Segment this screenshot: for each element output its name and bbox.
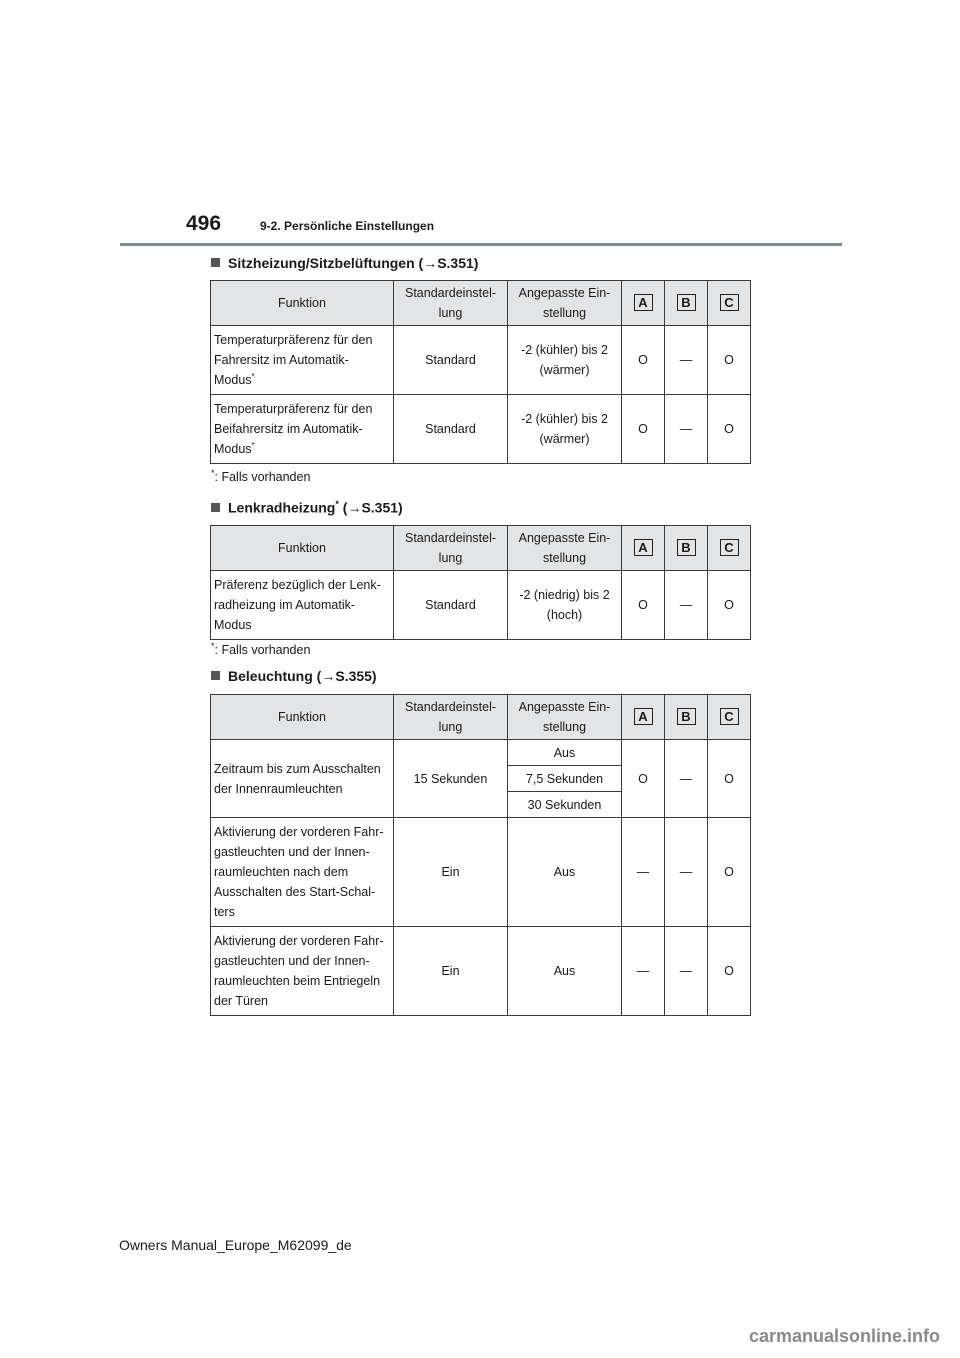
cell-a: —	[622, 927, 665, 1016]
fn-line: radheizung im Automatik-	[214, 598, 356, 612]
header-funktion: Funktion	[211, 526, 394, 571]
footnote-star: *	[211, 468, 215, 478]
fn-line: Ausschalten des Start-Schal-	[214, 885, 376, 899]
footer-text: Owners Manual_Europe_M62099_de	[119, 1237, 352, 1253]
cell-function	[211, 927, 394, 1016]
fn-line: Aktivierung der vorderen Fahr-	[214, 825, 384, 839]
header-custom-line2: stellung	[542, 551, 587, 565]
cell-a: O	[622, 326, 665, 395]
header-funktion: Funktion	[211, 695, 394, 740]
footnote	[211, 468, 310, 484]
cell-c: O	[708, 740, 751, 818]
fn-line: Zeitraum bis zum Ausschalten	[214, 761, 381, 776]
cell-custom: Aus	[508, 818, 622, 927]
cell-standard: Standard	[394, 395, 508, 464]
b-box-icon: B	[677, 539, 696, 556]
cell-function	[211, 571, 394, 640]
header-custom	[508, 281, 622, 326]
footnote	[211, 641, 310, 657]
header-standard-line1: Standardeinstel-	[404, 700, 497, 714]
cell-custom	[508, 326, 622, 395]
cell-custom	[508, 395, 622, 464]
table-row	[211, 326, 751, 395]
arrow-icon: →	[321, 668, 336, 684]
header-funktion: Funktion	[211, 281, 394, 326]
arrow-icon: →	[423, 255, 438, 271]
cell-a: O	[622, 571, 665, 640]
footnote-text: : Falls vorhanden	[214, 643, 311, 658]
cell-option: 7,5 Sekunden	[508, 766, 622, 792]
cell-custom: Aus	[508, 927, 622, 1016]
cell-b: —	[665, 571, 708, 640]
footnote-marker: *	[251, 371, 255, 381]
fn-line: Präferenz bezüglich der Lenk-	[214, 578, 381, 592]
fn-line: ters	[214, 905, 235, 919]
fn-line: Temperaturpräferenz für den	[214, 402, 373, 416]
header-a	[622, 695, 665, 740]
fn-line: gastleuchten und der Innen-	[214, 954, 370, 968]
cell-custom	[508, 571, 622, 640]
section-title: Sitzheizung/Sitzbelüftungen (	[228, 255, 424, 271]
custom-line: (hoch)	[546, 608, 583, 622]
cell-standard: Standard	[394, 571, 508, 640]
header-standard-line2: lung	[438, 720, 463, 734]
header-standard-line1: Standardeinstel-	[404, 286, 497, 300]
footnote-marker: *	[251, 440, 255, 450]
custom-line: -2 (kühler) bis 2	[521, 412, 608, 426]
page-reference[interactable]: S.351)	[437, 255, 479, 271]
header-custom-line1: Angepasste Ein-	[518, 286, 611, 300]
table-row	[211, 571, 751, 640]
fn-line: raumleuchten nach dem	[214, 865, 349, 879]
custom-line: (wärmer)	[539, 363, 590, 377]
chapter-title: 9-2. Persönliche Einstellungen	[260, 219, 435, 233]
cell-b: —	[665, 326, 708, 395]
page-number: 496	[186, 212, 222, 235]
section-title: Beleuchtung (	[228, 668, 322, 684]
fn-line: Modus	[214, 618, 252, 632]
header-custom-line1: Angepasste Ein-	[518, 531, 611, 545]
cell-function	[211, 818, 394, 927]
cell-c: O	[708, 927, 751, 1016]
section-heading-steering-heating	[211, 499, 403, 516]
c-box-icon: C	[720, 708, 739, 725]
b-box-icon: B	[677, 294, 696, 311]
cell-b: —	[665, 395, 708, 464]
table-row	[211, 818, 751, 927]
cell-b: —	[665, 740, 708, 818]
square-bullet-icon	[211, 671, 220, 680]
page-reference[interactable]: S.355)	[335, 668, 377, 684]
square-bullet-icon	[211, 503, 220, 512]
fn-line: Beifahrersitz im Automatik-	[214, 422, 363, 436]
cell-standard: 15 Sekunden	[394, 740, 508, 818]
fn-line: Fahrersitz im Automatik-	[214, 353, 349, 367]
header-standard-line2: lung	[438, 551, 463, 565]
header-c	[708, 526, 751, 571]
table-header-row	[211, 695, 751, 740]
custom-line: (wärmer)	[539, 432, 590, 446]
header-standard	[394, 281, 508, 326]
arrow-icon: →	[347, 499, 362, 516]
ref-open: (	[338, 499, 348, 516]
cell-c: O	[708, 395, 751, 464]
header-c	[708, 695, 751, 740]
cell-a: —	[622, 818, 665, 927]
header-standard-line1: Standardeinstel-	[404, 531, 497, 545]
a-box-icon: A	[634, 294, 653, 311]
table-row	[211, 395, 751, 464]
header-standard-line2: lung	[438, 306, 463, 320]
a-box-icon: A	[634, 708, 653, 725]
cell-function	[211, 740, 394, 818]
header-a	[622, 281, 665, 326]
header-custom	[508, 695, 622, 740]
cell-function	[211, 395, 394, 464]
header-c	[708, 281, 751, 326]
table-seat-heating	[210, 280, 751, 464]
header-custom-line1: Angepasste Ein-	[518, 700, 611, 714]
table-row	[211, 927, 751, 1016]
header-b	[665, 526, 708, 571]
fn-line: der Innenraumleuchten	[214, 781, 343, 796]
table-lighting	[210, 694, 751, 1016]
section-title: Lenkradheizung	[228, 499, 336, 516]
footnote-marker: *	[335, 499, 339, 509]
custom-line: -2 (niedrig) bis 2	[519, 588, 610, 602]
fn-line: gastleuchten und der Innen-	[214, 845, 370, 859]
c-box-icon: C	[720, 539, 739, 556]
section-heading-lighting	[211, 668, 377, 684]
fn-line: der Türen	[214, 994, 268, 1008]
fn-line: Aktivierung der vorderen Fahr-	[214, 934, 384, 948]
header-rule	[120, 243, 842, 246]
fn-line: Modus	[214, 442, 252, 456]
header-standard	[394, 526, 508, 571]
fn-line: Modus	[214, 373, 252, 387]
cell-a: O	[622, 395, 665, 464]
cell-b: —	[665, 927, 708, 1016]
cell-option: Aus	[508, 740, 622, 766]
watermark: carmanualsonline.info	[748, 1326, 940, 1346]
cell-b: —	[665, 818, 708, 927]
cell-c: O	[708, 326, 751, 395]
cell-a: O	[622, 740, 665, 818]
b-box-icon: B	[677, 708, 696, 725]
footnote-text: : Falls vorhanden	[214, 470, 311, 485]
cell-function	[211, 326, 394, 395]
page-reference[interactable]: S.351)	[361, 499, 403, 516]
header-a	[622, 526, 665, 571]
table-steering-heating	[210, 525, 751, 640]
header-custom-line2: stellung	[542, 306, 587, 320]
header-b	[665, 695, 708, 740]
cell-option: 30 Sekunden	[508, 792, 622, 818]
header-b	[665, 281, 708, 326]
cell-standard: Standard	[394, 326, 508, 395]
cell-c: O	[708, 818, 751, 927]
cell-standard: Ein	[394, 818, 508, 927]
custom-line: -2 (kühler) bis 2	[521, 343, 608, 357]
header-custom	[508, 526, 622, 571]
section-heading-seat-heating	[211, 255, 478, 271]
cell-standard: Ein	[394, 927, 508, 1016]
fn-line: raumleuchten beim Entriegeln	[214, 974, 381, 988]
fn-line: Temperaturpräferenz für den	[214, 333, 373, 347]
square-bullet-icon	[211, 258, 220, 267]
header-standard	[394, 695, 508, 740]
table-header-row	[211, 526, 751, 571]
a-box-icon: A	[634, 539, 653, 556]
table-row	[211, 740, 751, 766]
header-custom-line2: stellung	[542, 720, 587, 734]
footnote-star: *	[211, 641, 215, 651]
c-box-icon: C	[720, 294, 739, 311]
table-header-row	[211, 281, 751, 326]
cell-c: O	[708, 571, 751, 640]
